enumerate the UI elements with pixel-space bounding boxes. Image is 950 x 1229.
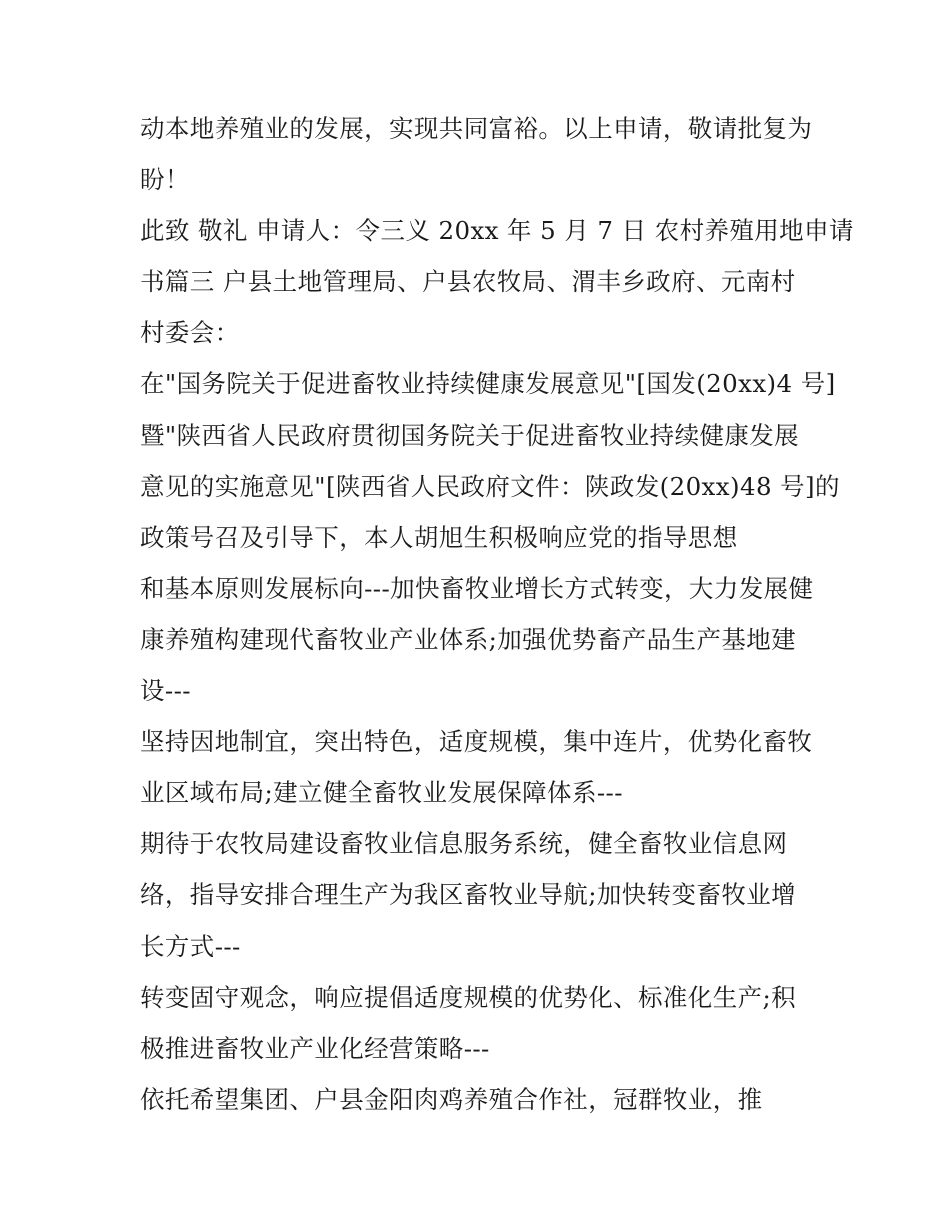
text-line: 长方式--- <box>140 931 241 961</box>
text-line: 转变固守观念，响应提倡适度规模的优势化、标准化生产;积 <box>140 982 797 1012</box>
body-text <box>140 111 854 1133</box>
text-line: 期待于农牧局建设畜牧业信息服务系统，健全畜牧业信息网 <box>140 829 788 859</box>
text-line: 和基本原则发展标向---加快畜牧业增长方式转变，大力发展健 <box>140 573 814 603</box>
text-line: 极推进畜牧业产业化经营策略--- <box>140 1033 490 1063</box>
text-line: 康养殖构建现代畜牧业产业体系;加强优势畜产品生产基地建 <box>140 624 797 654</box>
text-line: 村委会： <box>140 318 240 348</box>
text-line: 依托希望集团、户县金阳肉鸡养殖合作社，冠群牧业，推 <box>140 1084 763 1114</box>
text-line: 络，指导安排合理生产为我区畜牧业导航;加快转变畜牧业增 <box>140 880 797 910</box>
text-line: 政策号召及引导下，本人胡旭生积极响应党的指导思想 <box>140 522 738 552</box>
text-line: 此致 敬礼 申请人：令三义 20xx 年 5 月 7 日 农村养殖用地申请 <box>140 216 854 246</box>
text-line: 在"国务院关于促进畜牧业持续健康发展意见"[国发(20xx)4 号] <box>140 369 836 399</box>
text-line: 业区域布局;建立健全畜牧业发展保障体系--- <box>140 778 623 808</box>
text-line: 设--- <box>140 676 191 706</box>
text-line: 坚持因地制宜，突出特色，适度规模，集中连片，优势化畜牧 <box>140 727 813 757</box>
text-line: 动本地养殖业的发展，实现共同富裕。以上申请，敬请批复为 <box>140 114 813 143</box>
text-line: 意见的实施意见"[陕西省人民政府文件：陕政发(20xx)48 号]的 <box>140 471 840 501</box>
text-line: 盼！ <box>140 165 190 195</box>
text-line: 书篇三 户县土地管理局、户县农牧局、渭丰乡政府、元南村 <box>140 267 796 297</box>
text-line: 暨"陕西省人民政府贯彻国务院关于促进畜牧业持续健康发展 <box>140 420 800 450</box>
